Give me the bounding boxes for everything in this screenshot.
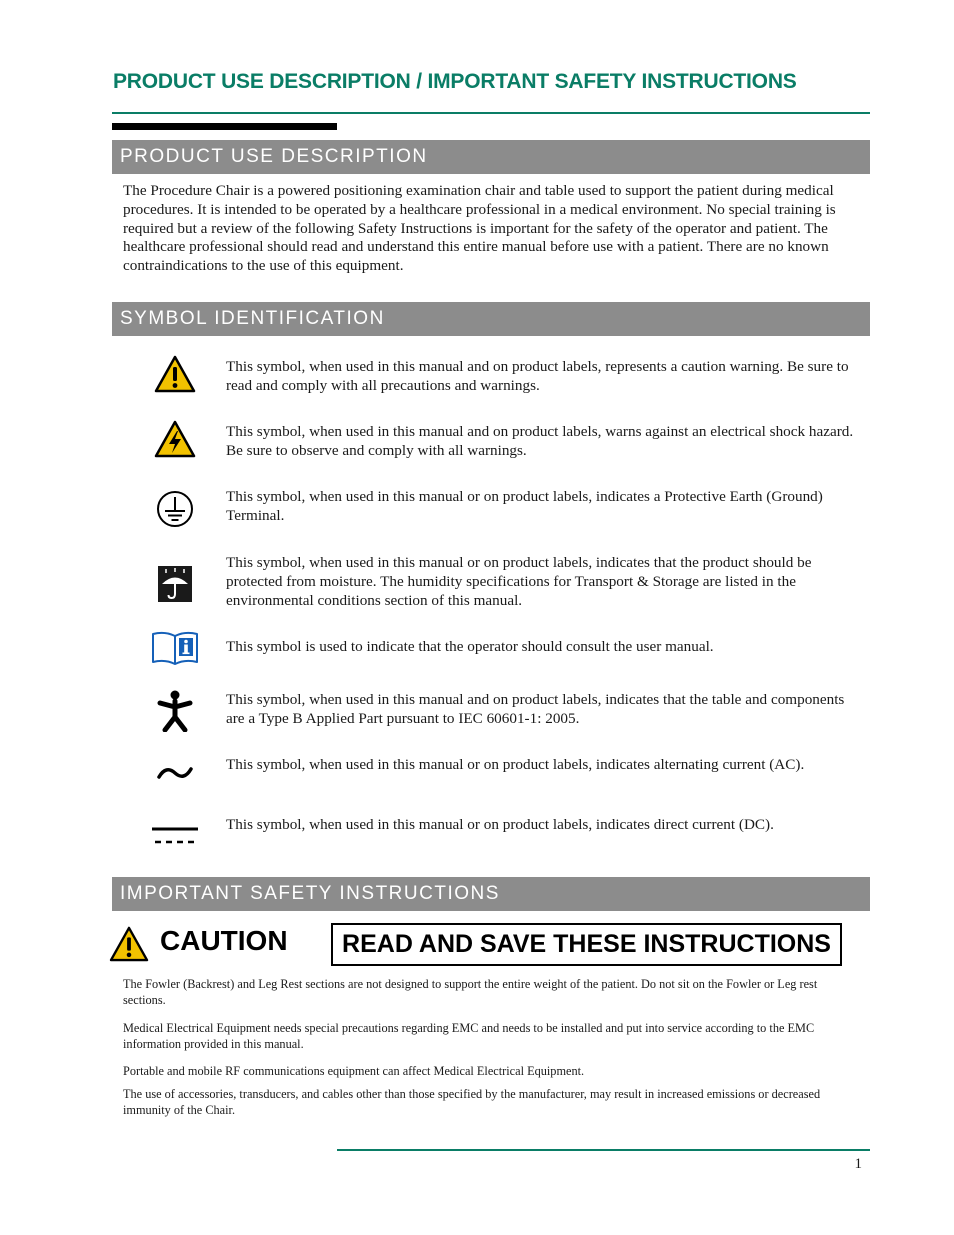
symbol-desc-shock: This symbol, when used in this manual and on product labels, warns against an electrical shock hazard. Be sure to observe and comply with all warnings. — [226, 423, 854, 459]
safety-paragraph: The use of accessories, transducers, and cables other than those specified by the manufacturer, may result in increased emissions or decreased immunity of the Chair. — [123, 1087, 821, 1117]
protective-earth-icon — [150, 489, 200, 529]
symbol-desc-caution: This symbol, when used in this manual and on product labels, represents a caution warning. Be sure to read and comply with all precautions and warnings. — [226, 358, 849, 394]
symbol-desc-manual: This symbol is used to indicate that the operator should consult the user manual. — [226, 638, 714, 655]
product-use-paragraph: The Procedure Chair is a powered positioning examination chair and table used to support the patient during medical procedures. It is intended to be operated by a healthcare professional in a medical environment. No special training is required but a review of the following Safety Instructions is important for the safety of the operator and patient. The healthcare professional should read and understand this entire manual before use with a patient. There are no known contraindications to the use of this equipment. — [123, 182, 836, 275]
symbol-desc-dc: This symbol, when used in this manual or on product labels, indicates direct current (DC). — [226, 816, 774, 833]
caution-warning-icon — [109, 926, 149, 967]
symbol-desc-earth: This symbol, when used in this manual or on product labels, indicates a Protective Earth (Ground) Terminal. — [226, 488, 823, 524]
safety-paragraph: Portable and mobile RF communications equipment can affect Medical Electrical Equipment. — [123, 1064, 585, 1078]
read-and-save-banner: READ AND SAVE THESE INSTRUCTIONS — [331, 923, 842, 966]
section-header-symbols: SYMBOL IDENTIFICATION — [112, 302, 870, 336]
alternating-current-icon — [150, 758, 200, 788]
keep-dry-umbrella-icon — [150, 564, 200, 604]
safety-paragraph: Medical Electrical Equipment needs special precautions regarding EMC and needs to be installed and put into service according to the EMC information provided in this manual. — [123, 1021, 815, 1051]
symbol-desc-moisture: This symbol, when used in this manual or on product labels, indicates that the product should be protected from moisture. The humidity specifications for Transport & Storage are listed in the environmental conditions section of this manual. — [226, 554, 812, 609]
direct-current-icon — [150, 820, 200, 850]
section-header-product-use: PRODUCT USE DESCRIPTION — [112, 140, 870, 174]
page-title: PRODUCT USE DESCRIPTION / IMPORTANT SAFETY INSTRUCTIONS — [113, 70, 797, 93]
symbol-desc-ac: This symbol, when used in this manual or on product labels, indicates alternating current (AC). — [226, 756, 805, 773]
title-divider — [112, 112, 870, 114]
decorative-bar — [112, 123, 337, 130]
symbol-desc-type-b: This symbol, when used in this manual and on product labels, indicates that the table and components are a Type B Applied Part pursuant to IEC 60601-1: 2005. — [226, 691, 845, 727]
electrical-shock-icon — [150, 419, 200, 459]
page-number: 1 — [854, 1156, 862, 1172]
caution-label: CAUTION — [160, 925, 288, 956]
consult-manual-icon — [150, 629, 200, 667]
safety-paragraph: The Fowler (Backrest) and Leg Rest sections are not designed to support the entire weight of the patient. Do not sit on the Fowler or Leg rest sections. — [123, 977, 818, 1007]
section-header-safety: IMPORTANT SAFETY INSTRUCTIONS — [112, 877, 870, 911]
type-b-applied-part-icon — [150, 690, 200, 732]
footer-divider — [337, 1149, 870, 1151]
caution-warning-icon — [150, 354, 200, 394]
